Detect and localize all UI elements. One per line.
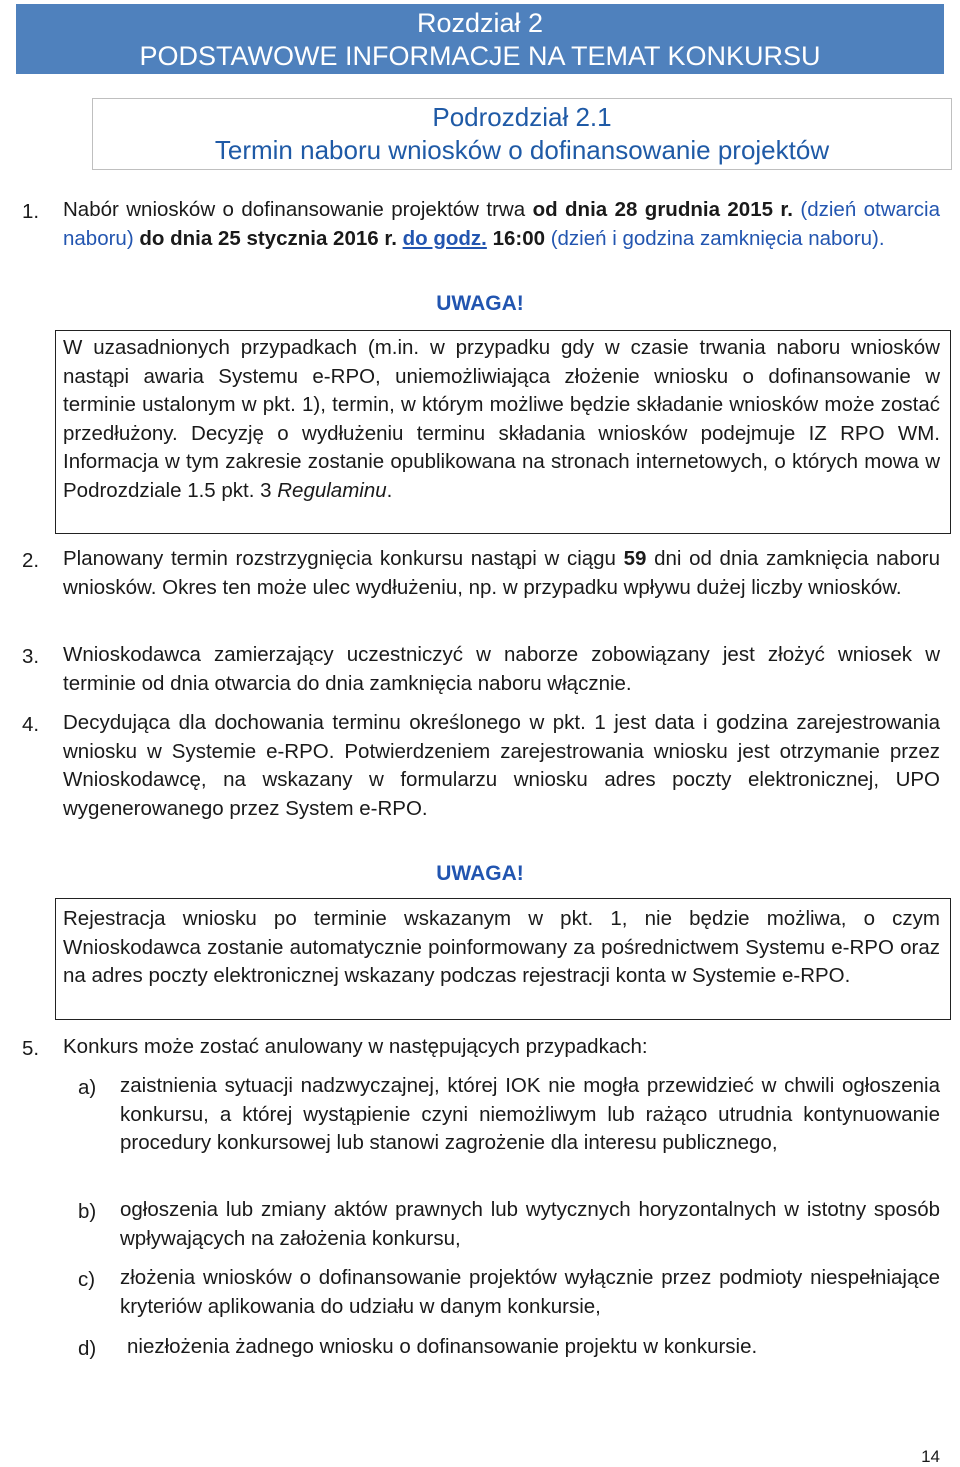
item-2-text: Planowany termin rozstrzygnięcia konkursu nastąpi w ciągu 59 dni od dnia zamknięcia naboru wniosków. Okres ten może ulec wydłużeniu, np. w przypadku wpływu dużej liczby wniosków. [63,547,940,599]
chapter-label: Rozdział 2 [416,8,544,38]
item-5-number: 5. [22,1037,40,1060]
subitem-c-label: c) [78,1268,96,1291]
subitem-d-text: niezłożenia żadnego wniosku o dofinansowanie projektu w konkursie. [127,1335,758,1358]
warning-heading-2: UWAGA! [436,862,524,885]
chapter-title: PODSTAWOWE INFORMACJE NA TEMAT KONKURSU [139,41,821,71]
subitem-b-label: b) [78,1200,97,1223]
item-2-number: 2. [22,549,40,572]
subitem-c-text: złożenia wniosków o dofinansowanie projektów wyłącznie przez podmioty niespełniające kryteriów aplikowania do udziału w danym konkursie, [120,1266,940,1318]
item-1-text: Nabór wniosków o dofinansowanie projektów trwa od dnia 28 grudnia 2015 r. (dzień otwarcia naboru) do dnia 25 stycznia 2016 r. do godz. 16:00 (dzień i godzina zamknięcia naboru). [63,198,940,250]
item-4-text: Decydująca dla dochowania terminu określonego w pkt. 1 jest data i godzina zarejestrowania wniosku w Systemie e-RPO. Potwierdzeniem zarejestrowania wniosku jest otrzymanie przez Wnioskodawcę, na wskazany w formularzu wniosku adres poczty elektronicznej, UPO wygenerowanego przez System e-RPO. [63,711,940,820]
subchapter-title: Termin naboru wniosków o dofinansowanie projektów [214,135,830,165]
item-3-number: 3. [22,645,40,668]
item-5-text: Konkurs może zostać anulowany w następujących przypadkach: [63,1035,648,1058]
item-3-text: Wnioskodawca zamierzający uczestniczyć w naborze zobowiązany jest złożyć wniosek w terminie od dnia otwarcia do dnia zamknięcia naboru włącznie. [63,643,940,695]
warning-text-1: W uzasadnionych przypadkach (m.in. w przypadku gdy w czasie trwania naboru wniosków nastąpi awaria Systemu e-RPO, uniemożliwiająca złożenie wniosku o dofinansowanie w terminie ustalonym w pkt. 1), termin, w którym możliwe będzie składanie wniosków może zostać przedłużony. Decyzję o wydłużeniu terminu składania wniosków podejmuje IZ RPO WM. Informacja w tym zakresie zostanie opublikowana na stronach internetowych, o których mowa w Podrozdziale 1.5 pkt. 3 Regulaminu. [63,336,940,502]
chapter-banner [16,4,944,74]
subchapter-box [92,98,952,170]
subitem-a-label: a) [78,1076,97,1099]
page-number: 14 [921,1447,940,1466]
warning-text-2: Rejestracja wniosku po terminie wskazanym w pkt. 1, nie będzie możliwa, o czym Wnioskodawca zostanie automatycznie poinformowany za pośrednictwem Systemu e-RPO oraz na adres poczty elektronicznej wskazany podczas rejestracji konta w Systemie e-RPO. [63,907,940,987]
subitem-a-text: zaistnienia sytuacji nadzwyczajnej, której IOK nie mogła przewidzieć w chwili ogłoszenia konkursu, a której wystąpienie czyni niemożliwym lub rażąco utrudnia kontynuowanie procedury konkursowej lub stanowi zagrożenie dla interesu publicznego, [120,1074,940,1154]
subchapter-label: Podrozdział 2.1 [432,102,612,132]
subitem-d-label: d) [78,1337,97,1360]
warning-heading-1: UWAGA! [436,292,524,315]
item-1-number: 1. [22,200,40,223]
item-4-number: 4. [22,713,40,736]
subitem-b-text: ogłoszenia lub zmiany aktów prawnych lub wytycznych horyzontalnych w istotny sposób wpływających na założenia konkursu, [120,1198,940,1250]
